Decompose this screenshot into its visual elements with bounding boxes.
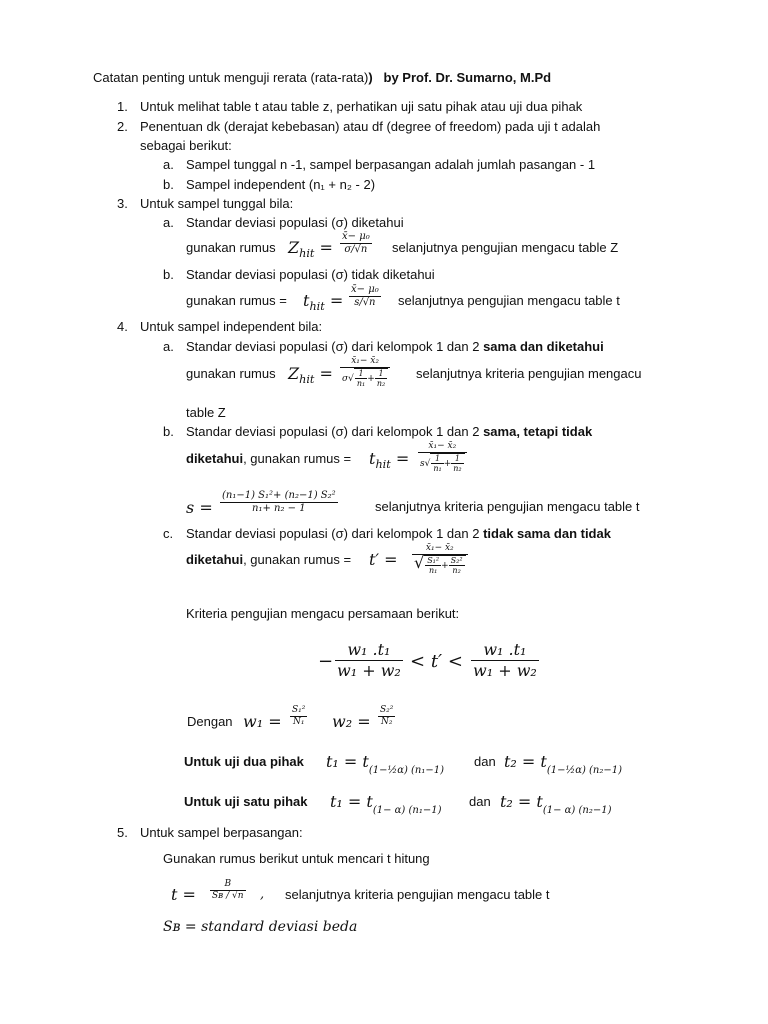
item-number-3: 3. [117, 196, 128, 211]
sb-definition: Sʙ = standard deviasi beda [163, 919, 358, 935]
dua-pihak-label: Untuk uji dua pihak [184, 754, 304, 769]
item-3b-use: gunakan rumus = [186, 293, 287, 308]
item-4c-text: Standar deviasi populasi (σ) dari kelompok 1 dan 2 tidak sama dan tidak [186, 526, 611, 541]
item-4a-text: Standar deviasi populasi (σ) dari kelompok 1 dan 2 sama dan diketahui [186, 339, 604, 354]
item-4a-use: gunakan rumus [186, 366, 276, 381]
dua-pihak-dan: dan [474, 754, 496, 769]
item-3a-text: Standar deviasi populasi (σ) diketahui [186, 215, 404, 230]
item-5-after: selanjutnya kriteria pengujian mengacu table t [285, 887, 550, 902]
t-hit-fraction: $\frac{\text{x̄− μ₀}}{s/√n}$ [351, 284, 379, 308]
item-4a-after-cont: table Z [186, 405, 226, 420]
z-hit-independent: $Z_{hit}$ = [288, 364, 333, 386]
item-4b-mark: b. [163, 424, 174, 439]
z-hit-fraction: $\frac{\text{x̄− μ₀}}{\sigma/√n}$ [342, 231, 370, 255]
w2-fraction: $\frac{\text{S₂²}}{\text{N₂}}$ [380, 705, 394, 727]
item-4c-mark: c. [163, 526, 174, 541]
item-2b-mark: b. [163, 177, 174, 192]
item-4c-criteria: Kriteria pengujian mengacu persamaan berikut: [186, 606, 460, 621]
title-text: Catatan penting untuk menguji rerata (rata-rata) [93, 70, 369, 85]
t-prime-lhs: t′ = [369, 550, 398, 569]
item-2-text: Penentuan dk (derajat kebebasan) atau df (degree of freedom) pada uji t adalah [140, 119, 601, 134]
item-4c-use: diketahui, gunakan rumus = [186, 552, 352, 567]
item-number-5: 5. [117, 825, 128, 840]
w1-lhs: w₁ = [243, 712, 282, 731]
satu-pihak-t2: $t_2 = t_{(1- \alpha) (n_2-1)}$ [500, 792, 612, 816]
t-hit-independent-fraction: x̄₁− x̄₂ s√ $\frac{1}{\text{n₁}}$ + $\frac{1}{\text{n₂}}$ [418, 441, 467, 473]
inequality-left-fraction: $\frac{\text{w₁ .t₁}}{\text{w₁ + w₂}}$ [337, 640, 401, 680]
item-4a-after: selanjutnya kriteria pengujian mengacu [416, 366, 642, 381]
item-4b-use: diketahui, gunakan rumus = [186, 451, 352, 466]
document-title: Catatan penting untuk menguji rerata (rata-rata)) by Prof. Dr. Sumarno, M.Pd [93, 70, 552, 85]
item-3b-text: Standar deviasi populasi (σ) tidak diketahui [186, 267, 435, 282]
item-4b-text: Standar deviasi populasi (σ) dari kelompok 1 dan 2 sama, tetapi tidak [186, 424, 593, 439]
item-4a-mark: a. [163, 339, 174, 354]
item-4-text: Untuk sampel independent bila: [140, 319, 323, 334]
item-3-text: Untuk sampel tunggal bila: [140, 196, 294, 211]
paired-t-lhs: t = [171, 885, 196, 904]
t-hit-formula: $t_{hit}$ = [303, 291, 344, 313]
s-pooled-lhs: s = [186, 498, 213, 517]
paired-comma: , [260, 887, 265, 902]
dua-pihak-t1: $t_1 = t_{(1-\frac{1}{2}\alpha) (n_1-1)}$ [326, 752, 445, 776]
item-number-2: 2. [117, 119, 128, 134]
author-text: by Prof. Dr. Sumarno, M.Pd [383, 70, 552, 85]
item-2a-text: Sampel tunggal n -1, sampel berpasangan adalah jumlah pasangan - 1 [186, 157, 596, 172]
item-3b-mark: b. [163, 267, 174, 282]
t-prime-fraction: x̄₁− x̄₂ √ $\frac{\text{S₁²}}{\text{n₁}}$ + $\frac{\text{S₂²}}{\text{n₂}}$ [412, 543, 468, 575]
s-pooled-fraction: $\frac{\text{(n₁−1) S₁²+ (n₂−1) S₂²}}{\text{n₁+ n₂ − 1}}$ [222, 490, 336, 514]
item-2a-mark: a. [163, 157, 174, 172]
item-5-text: Untuk sampel berpasangan: [140, 825, 303, 840]
item-5-use: Gunakan rumus berikut untuk mencari t hitung [163, 851, 430, 866]
inequality-middle: < t′ < [410, 651, 463, 672]
item-3a-mark: a. [163, 215, 174, 230]
satu-pihak-t1: $t_1 = t_{(1- \alpha) (n_1-1)}$ [330, 792, 442, 816]
z-hit-formula: $Z_{hit}$ = [288, 238, 333, 260]
item-number-1: 1. [117, 99, 128, 114]
inequality-minus: − [318, 651, 334, 672]
w1-fraction: $\frac{\text{S₁²}}{\text{N₁}}$ [292, 705, 306, 727]
paired-t-fraction: $\frac{B}{\text{Sʙ / √n}}$ [212, 879, 244, 901]
dua-pihak-t2: $t_2 = t_{(1-\frac{1}{2}\alpha) (n_2-1)}$ [504, 752, 623, 776]
item-1-text: Untuk melihat table t atau table z, perhatikan uji satu pihak atau uji dua pihak [140, 99, 583, 114]
satu-pihak-label: Untuk uji satu pihak [184, 794, 308, 809]
item-3a-use: gunakan rumus [186, 240, 276, 255]
w2-lhs: w₂ = [332, 712, 371, 731]
item-2b-text: Sampel independent (n₁ + n₂ - 2) [186, 177, 376, 192]
item-4b-after: selanjutnya kriteria pengujian mengacu table t [375, 499, 640, 514]
item-2-text-cont: sebagai berikut: [140, 138, 232, 153]
z-hit-independent-fraction: x̄₁− x̄₂ σ√ $\frac{1}{\text{n₁}}$ + $\frac{1}{\text{n₂}}$ [340, 356, 390, 388]
inequality-right-fraction: $\frac{\text{w₁ .t₁}}{\text{w₁ + w₂}}$ [473, 640, 537, 680]
item-3a-after: selanjutnya pengujian mengacu table Z [392, 240, 619, 255]
t-hit-independent: $t_{hit}$ = [369, 449, 410, 471]
satu-pihak-dan: dan [469, 794, 491, 809]
item-number-4: 4. [117, 319, 128, 334]
item-3b-after: selanjutnya pengujian mengacu table t [398, 293, 620, 308]
dengan-label: Dengan [187, 714, 233, 729]
